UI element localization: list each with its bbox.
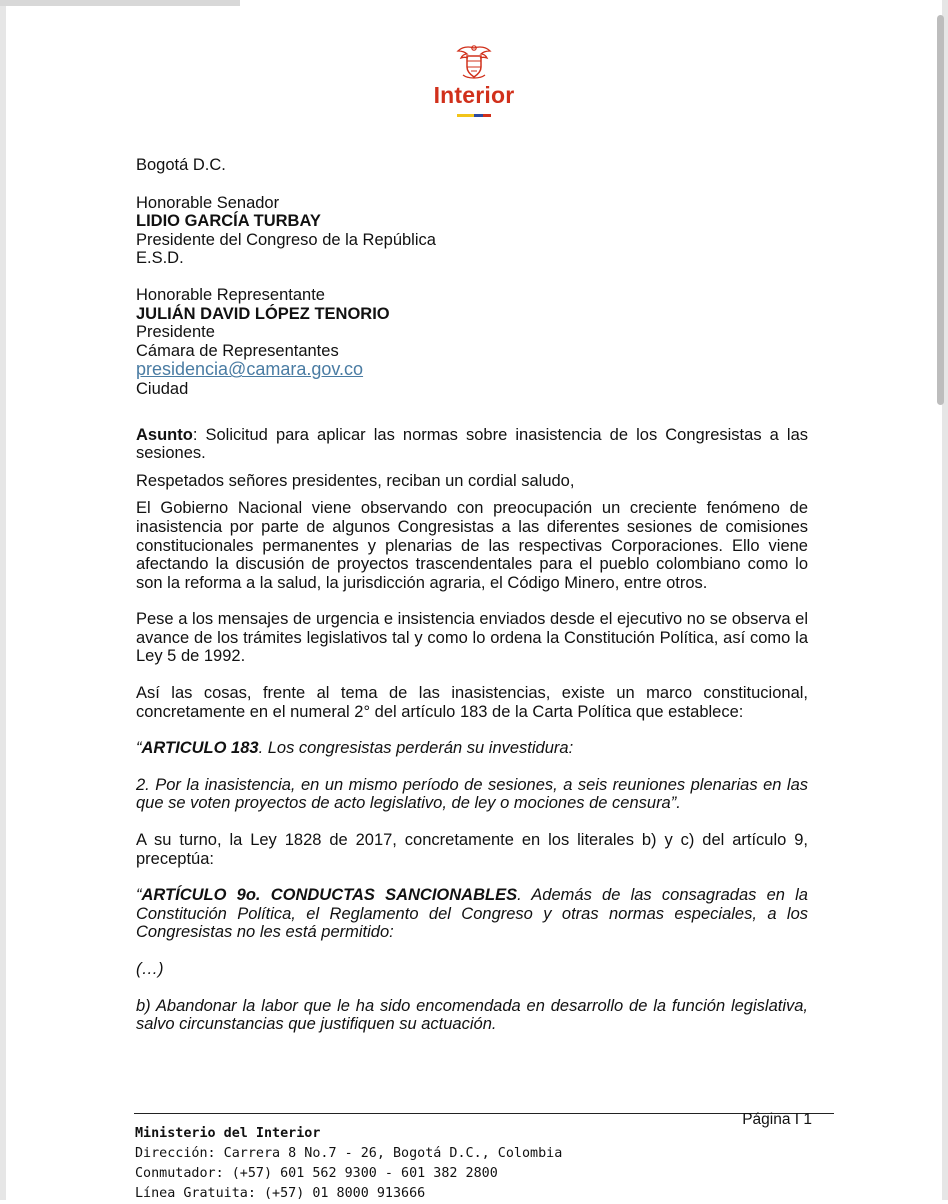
flag-yellow [457, 114, 474, 117]
subject-label: Asunto [136, 425, 193, 444]
paragraph-1: El Gobierno Nacional viene observando con preocupación un creciente fenómeno de inasistencia por parte de algunos Congresistas a las diferentes sesiones de comisiones constitucionales permanentes y plenarias de las respectivas Corporaciones. Ello viene afectando la discusión de proyectos trascendentales para el pueblo colombiano como lo son la reforma a la salud, la jurisdicción agraria, el Código Minero, entre otros. [136, 499, 808, 592]
recipient2-city: Ciudad [136, 379, 189, 398]
quote2-open: “ [136, 886, 142, 905]
scrollbar[interactable] [937, 15, 944, 405]
logo-wordmark: Interior [433, 82, 515, 108]
page-number: Página I 1 [742, 1111, 812, 1128]
quote1-heading: ARTICULO 183 [141, 739, 259, 758]
subject-line [136, 426, 808, 463]
greeting: Respetados señores presidentes, reciban un cordial saludo, [136, 471, 575, 490]
quote-ellipsis: (…) [136, 960, 164, 978]
footer-org: Ministerio del Interior [135, 1126, 321, 1141]
recipient1-salutation: Honorable Senador [136, 193, 280, 212]
top-edge [0, 0, 240, 6]
ministry-logo [422, 42, 526, 117]
coat-of-arms-icon [454, 42, 494, 82]
quote1-open: “ [136, 739, 142, 758]
paragraph-2: Pese a los mensajes de urgencia e insistencia enviados desde el ejecutivo no se observa el avance de los trámites legislativos tal y como lo ordena la Constitución Política, así como la Ley 5 de 1992. [136, 610, 808, 666]
quote1-text: . Los congresistas perderán su investidura: [258, 739, 574, 758]
recipient2-role: Presidente [136, 323, 215, 342]
paragraph-4: A su turno, la Ley 1828 de 2017, concretamente en los literales b) y c) del artículo 9, preceptúa: [136, 831, 808, 868]
recipient2-org: Cámara de Representantes [136, 341, 339, 360]
footer-toll-free: Línea Gratuita: (+57) 01 8000 913666 [135, 1186, 426, 1201]
recipient-senate [136, 194, 808, 268]
footer-address: Dirección: Carrera 8 No.7 - 26, Bogotá D.C., Colombia [135, 1146, 563, 1161]
email-link[interactable]: presidencia@camara.gov.co [136, 359, 364, 380]
footer-phone: Conmutador: (+57) 601 562 9300 - 601 382 2800 [135, 1166, 498, 1181]
recipient2-name: JULIÁN DAVID LÓPEZ TENORIO [136, 304, 390, 323]
quote-article-183-item: 2. Por la inasistencia, en un mismo período de sesiones, a seis reuniones plenarias en las que se voten proyectos de acto legislativo, de ley o mociones de censura”. [136, 775, 808, 813]
quote-article-9-item-b: b) Abandonar la labor que le ha sido encomendada en desarrollo de la función legislativa, salvo circunstancias que justifiquen su actuación. [136, 996, 808, 1034]
subject-text: : Solicitud para aplicar las normas sobre inasistencia de los Congresistas a las sesiones. [136, 425, 808, 463]
recipient1-name: LIDIO GARCÍA TURBAY [136, 212, 321, 231]
paragraph-3: Así las cosas, frente al tema de las inasistencias, existe un marco constitucional, concretamente en el numeral 2° del artículo 183 de la Carta Política que establece: [136, 684, 808, 721]
flag-red [483, 114, 491, 117]
flag-stripe [457, 114, 491, 117]
letter-body [136, 156, 808, 1034]
recipient1-role: Presidente del Congreso de la República [136, 230, 436, 249]
recipient-chamber [136, 286, 808, 399]
flag-blue [474, 114, 483, 117]
quote2-heading: ARTÍCULO 9o. CONDUCTAS SANCIONABLES [141, 886, 518, 905]
footer-contact [135, 1124, 562, 1204]
quote-article-9 [136, 886, 808, 942]
city-line: Bogotá D.C. [136, 156, 226, 174]
footer-rule [134, 1113, 834, 1114]
recipient2-salutation: Honorable Representante [136, 285, 325, 304]
recipient1-note: E.S.D. [136, 249, 184, 268]
quote2-text: . Además de las consagradas en la Constitución Política, el Reglamento del Congreso y otras normas especiales, a los Congresistas no les está permitido: [136, 886, 808, 942]
quote-article-183 [136, 739, 808, 758]
